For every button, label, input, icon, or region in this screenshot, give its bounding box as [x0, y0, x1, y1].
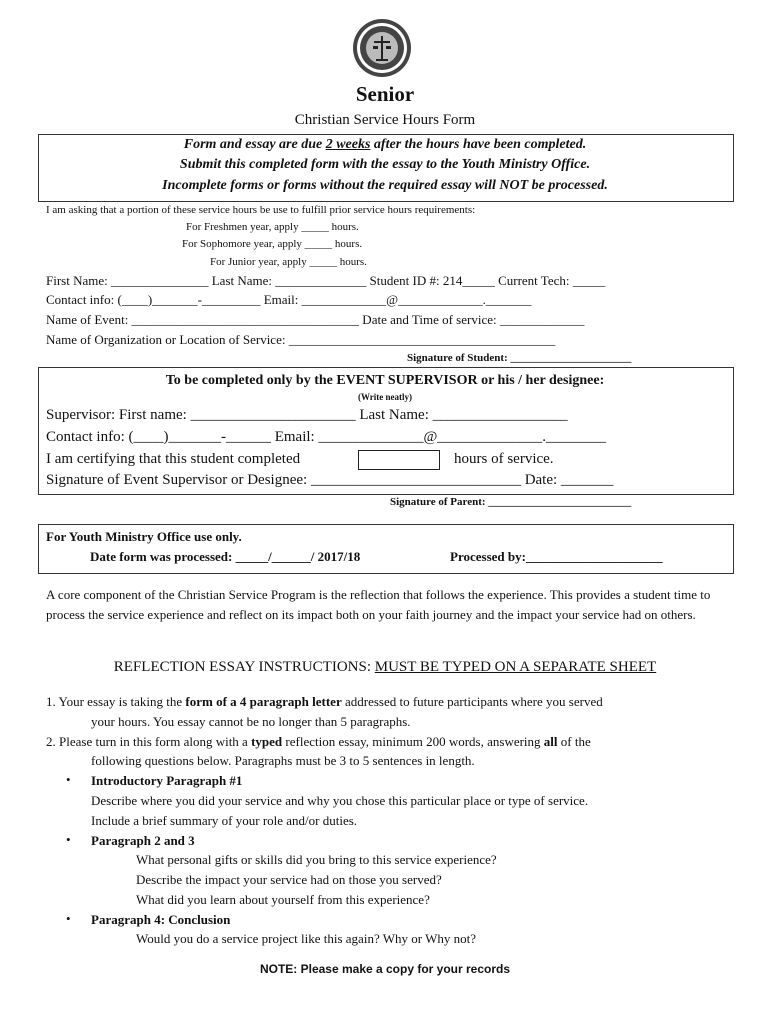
- form-subtitle: Christian Service Hours Form: [294, 112, 476, 128]
- organization-line[interactable]: Name of Organization or Location of Service: _________________________________________: [46, 332, 556, 347]
- hours-completed-input[interactable]: [358, 450, 440, 470]
- student-contact-line[interactable]: Contact info: (____)_______-_________ Email: _____________@_____________._______: [46, 292, 532, 307]
- office-heading: For Youth Ministry Office use only.: [46, 529, 242, 544]
- bullet-icon: •: [66, 911, 71, 926]
- student-name-line[interactable]: First Name: _______________ Last Name: ______________ Student ID #: 214_____ Current Tech: _____: [46, 273, 606, 288]
- office-processed-by: Processed by:_____________________: [450, 549, 663, 564]
- notice-line-2: Submit this completed form with the essay to the Youth Ministry Office.: [179, 157, 591, 172]
- supervisor-heading: To be completed only by the EVENT SUPERVISOR or his / her designee:: [165, 373, 605, 388]
- prior-hours-intro: I am asking that a portion of these service hours be use to fulfill prior service hours requirements:: [46, 204, 476, 216]
- supervisor-contact-line[interactable]: Contact info: (____)_______-______ Email: ______________@______________.________: [46, 429, 607, 445]
- paragraph-1-title: Introductory Paragraph #1: [91, 773, 243, 788]
- paragraph-1-line-2: Include a brief summary of your role and/or duties.: [91, 813, 358, 828]
- student-signature-line[interactable]: Signature of Student: ______________________: [407, 352, 632, 364]
- notice-line-3: Incomplete forms or forms without the required essay will NOT be processed.: [162, 178, 608, 193]
- paragraph-4-line-1: Would you do a service project like this again? Why or Why not?: [136, 931, 476, 946]
- essay-item-1: 1. Your essay is taking the form of a 4 paragraph letter addressed to future participants where you served: [46, 694, 603, 709]
- bullet-icon: •: [66, 772, 71, 787]
- essay-item-1-cont: your hours. You essay cannot be no longer than 5 paragraphs.: [91, 714, 411, 729]
- essay-heading: REFLECTION ESSAY INSTRUCTIONS: MUST BE TYPED ON A SEPARATE SHEET: [113, 659, 657, 675]
- notice-line-1: Form and essay are due 2 weeks after the hours have been completed.: [183, 137, 587, 152]
- supervisor-name-line[interactable]: Supervisor: First name: ______________________ Last Name: __________________: [46, 407, 568, 423]
- certify-text-end: hours of service.: [454, 451, 554, 467]
- certify-text: I am certifying that this student completed: [46, 451, 301, 467]
- paragraph-2-title: Paragraph 2 and 3: [91, 833, 195, 848]
- paragraph-2-line-1: What personal gifts or skills did you bring to this service experience?: [136, 852, 497, 867]
- paragraph-2-line-3: What did you learn about yourself from this experience?: [136, 892, 430, 907]
- notice-deadline: 2 weeks: [325, 137, 371, 152]
- freshmen-hours-field[interactable]: For Freshmen year, apply _____ hours.: [186, 221, 359, 233]
- parent-signature-line[interactable]: Signature of Parent: __________________________: [390, 496, 632, 508]
- school-seal-logo: [352, 18, 412, 78]
- paragraph-2-line-2: Describe the impact your service had on those you served?: [136, 872, 442, 887]
- essay-item-2: 2. Please turn in this form along with a typed reflection essay, minimum 200 words, answering all of the: [46, 734, 591, 749]
- sophomore-hours-field[interactable]: For Sophomore year, apply _____ hours.: [182, 238, 363, 250]
- bullet-icon: •: [66, 832, 71, 847]
- office-date-line: Date form was processed: _____/______/ 2017/18: [90, 549, 361, 564]
- footer-note: NOTE: Please make a copy for your records: [259, 962, 511, 976]
- paragraph-4-title: Paragraph 4: Conclusion: [91, 912, 231, 927]
- supervisor-note: (Write neatly): [357, 392, 413, 402]
- essay-heading-emphasis: MUST BE TYPED ON A SEPARATE SHEET: [374, 659, 657, 675]
- supervisor-signature-line[interactable]: Signature of Event Supervisor or Designee: ____________________________ Date: _______: [46, 472, 614, 488]
- junior-hours-field[interactable]: For Junior year, apply _____ hours.: [210, 256, 367, 268]
- paragraph-1-line-1: Describe where you did your service and why you chose this particular place or type of service.: [91, 793, 589, 808]
- essay-item-2-cont: following questions below. Paragraphs must be 3 to 5 sentences in length.: [91, 753, 475, 768]
- intro-paragraph: A core component of the Christian Service Program is the reflection that follows the experience. This provides a student time to process the service experience and reflect on its impact both on your faith journey and the impact your service had on others.: [46, 587, 711, 622]
- event-name-line[interactable]: Name of Event: ___________________________________ Date and Time of service: _____________: [46, 312, 585, 327]
- page-title: Senior: [355, 82, 415, 106]
